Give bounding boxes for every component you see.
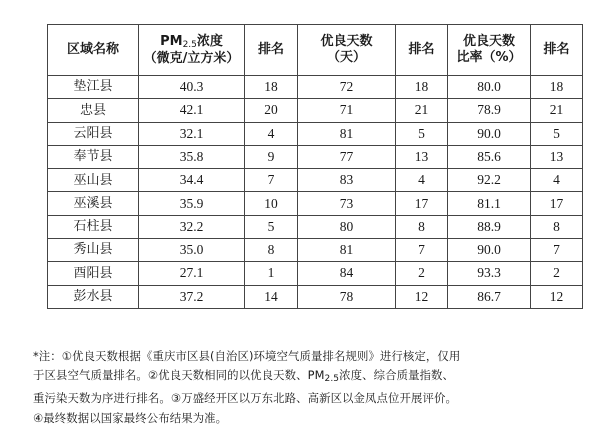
pm25-value-cell: 34.4: [139, 169, 245, 192]
pm25-rank-cell: 5: [245, 215, 298, 238]
header-good-days: [298, 25, 396, 76]
good-days-cell: 80: [298, 215, 396, 238]
good-ratio-rank-cell: 13: [531, 145, 583, 168]
good-days-rank-cell: 21: [396, 99, 448, 122]
table-row: [48, 145, 583, 168]
header-pm25-rank: 排名: [245, 25, 298, 76]
footnote-line-3: 重污染天数为序进行排名。③万盛经开区以万东北路、高新区以金凤点位开展评价。: [33, 391, 457, 406]
table-row: [48, 215, 583, 238]
header-good-days-line1: 优良天数: [320, 34, 373, 50]
good-ratio-cell: 90.0: [448, 239, 531, 262]
good-days-rank-cell: 5: [396, 122, 448, 145]
good-ratio-rank-cell: 5: [531, 122, 583, 145]
county-name-cell: 巫山县: [48, 169, 139, 192]
good-days-rank-cell: 4: [396, 169, 448, 192]
good-days-cell: 72: [298, 76, 396, 99]
header-pm25-line1: $PM_{2.5}$浓度: [160, 33, 223, 50]
table-row: [48, 262, 583, 285]
header-good-days-rank: 排名: [396, 25, 448, 76]
good-ratio-cell: 78.9: [448, 99, 531, 122]
table-row: [48, 285, 583, 308]
pm25-rank-cell: 4: [245, 122, 298, 145]
good-days-rank-cell: 18: [396, 76, 448, 99]
good-ratio-rank-cell: 17: [531, 192, 583, 215]
table-row: [48, 169, 583, 192]
pm25-rank-cell: 14: [245, 285, 298, 308]
header-pm25: [139, 25, 245, 76]
pm25-rank-cell: 20: [245, 99, 298, 122]
good-days-rank-cell: 12: [396, 285, 448, 308]
good-ratio-cell: 92.2: [448, 169, 531, 192]
pm25-value-cell: 27.1: [139, 262, 245, 285]
pm25-rank-cell: 1: [245, 262, 298, 285]
county-name-cell: 秀山县: [48, 239, 139, 262]
air-quality-ranking-table: [47, 24, 583, 309]
header-good-ratio-rank: 排名: [531, 25, 583, 76]
pm25-value-cell: 35.8: [139, 145, 245, 168]
pm25-rank-cell: 18: [245, 76, 298, 99]
good-days-rank-cell: 2: [396, 262, 448, 285]
good-ratio-cell: 85.6: [448, 145, 531, 168]
good-ratio-cell: 80.0: [448, 76, 531, 99]
header-pm25-unit: （微克/立方米）: [143, 50, 240, 66]
county-name-cell: 忠县: [48, 99, 139, 122]
good-days-cell: 77: [298, 145, 396, 168]
table-row: [48, 122, 583, 145]
table-row: [48, 76, 583, 99]
county-name-cell: 云阳县: [48, 122, 139, 145]
good-days-rank-cell: 17: [396, 192, 448, 215]
good-ratio-cell: 81.1: [448, 192, 531, 215]
good-days-cell: 83: [298, 169, 396, 192]
good-days-rank-cell: 7: [396, 239, 448, 262]
footnote-line-4: ④最终数据以国家最终公布结果为准。: [33, 410, 228, 425]
pm25-value-cell: 32.2: [139, 215, 245, 238]
good-ratio-rank-cell: 2: [531, 262, 583, 285]
county-name-cell: 彭水县: [48, 285, 139, 308]
good-days-cell: 73: [298, 192, 396, 215]
header-good-ratio-line1: 优良天数: [462, 34, 515, 50]
good-ratio-cell: 90.0: [448, 122, 531, 145]
pm25-rank-cell: 9: [245, 145, 298, 168]
footnote: [33, 347, 583, 428]
good-days-rank-cell: 8: [396, 215, 448, 238]
good-days-cell: 71: [298, 99, 396, 122]
good-ratio-cell: 86.7: [448, 285, 531, 308]
good-days-cell: 81: [298, 239, 396, 262]
pm25-value-cell: 37.2: [139, 285, 245, 308]
good-ratio-rank-cell: 4: [531, 169, 583, 192]
pm25-value-cell: 32.1: [139, 122, 245, 145]
table-header-row: [48, 25, 583, 76]
good-ratio-cell: 93.3: [448, 262, 531, 285]
footnote-line-2: 于区县空气质量排名。②优良天数相同的以优良天数、$PM_{2.5}$浓度、综合质量指数、: [33, 368, 455, 385]
good-ratio-rank-cell: 12: [531, 285, 583, 308]
header-county: 区域名称: [48, 25, 139, 76]
county-name-cell: 奉节县: [48, 145, 139, 168]
footnote-line-1: *注：①优良天数根据《重庆市区县(自治区)环境空气质量排名规则》进行核定，仅用: [33, 349, 461, 363]
pm25-value-cell: 42.1: [139, 99, 245, 122]
pm25-value-cell: 35.9: [139, 192, 245, 215]
header-good-ratio-line2: 比率（%）: [456, 50, 522, 65]
good-ratio-rank-cell: 21: [531, 99, 583, 122]
good-ratio-rank-cell: 7: [531, 239, 583, 262]
pm25-value-cell: 35.0: [139, 239, 245, 262]
good-days-cell: 81: [298, 122, 396, 145]
good-days-cell: 78: [298, 285, 396, 308]
good-days-cell: 84: [298, 262, 396, 285]
header-good-days-unit: （天）: [326, 50, 366, 65]
good-days-rank-cell: 13: [396, 145, 448, 168]
pm25-rank-cell: 7: [245, 169, 298, 192]
good-ratio-rank-cell: 18: [531, 76, 583, 99]
good-ratio-cell: 88.9: [448, 215, 531, 238]
table-row: [48, 99, 583, 122]
county-name-cell: 石柱县: [48, 215, 139, 238]
pm25-value-cell: 40.3: [139, 76, 245, 99]
table-row: [48, 192, 583, 215]
county-name-cell: 垫江县: [48, 76, 139, 99]
good-ratio-rank-cell: 8: [531, 215, 583, 238]
header-good-ratio: [448, 25, 531, 76]
county-name-cell: 酉阳县: [48, 262, 139, 285]
table-row: [48, 239, 583, 262]
county-name-cell: 巫溪县: [48, 192, 139, 215]
pm25-rank-cell: 8: [245, 239, 298, 262]
pm25-rank-cell: 10: [245, 192, 298, 215]
